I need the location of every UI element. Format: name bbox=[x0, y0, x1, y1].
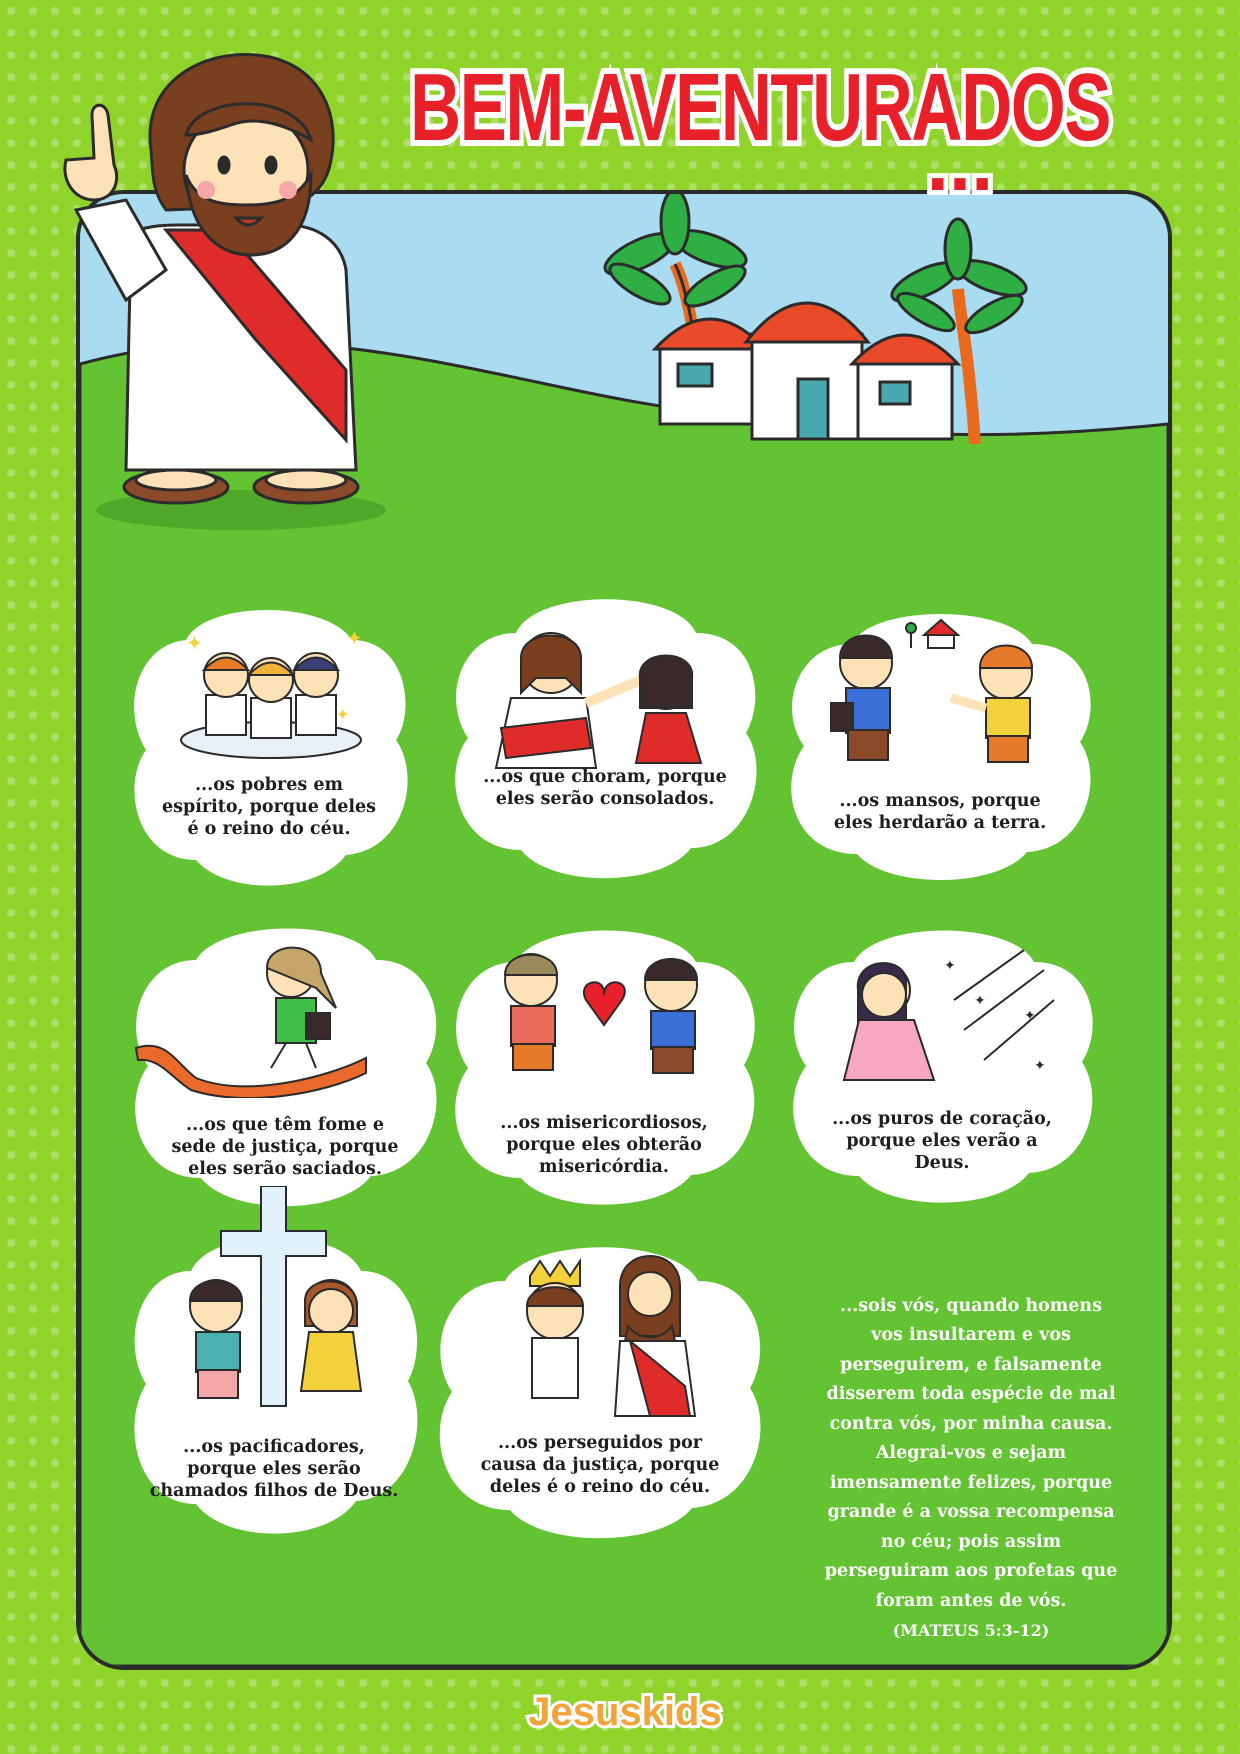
scripture-reference: (MATEUS 5:3-12) bbox=[892, 1621, 1050, 1640]
beatitude-card-persecuted bbox=[430, 1236, 770, 1542]
beatitude-card-pure-in-heart bbox=[784, 920, 1100, 1208]
svg-text:✦: ✦ bbox=[944, 958, 956, 974]
logo-text: Jesuskids bbox=[528, 1690, 722, 1734]
girl-walking-path-illustration bbox=[126, 928, 444, 1098]
beatitude-caption: ...os pobres em espírito, porque deles é o reino do céu. bbox=[162, 775, 376, 839]
beatitude-caption: ...os misericordiosos, porque eles obterão misericórdia. bbox=[500, 1113, 708, 1177]
svg-text:✦: ✦ bbox=[1024, 1008, 1036, 1024]
title-text: BEM-AVENTURADOS bbox=[410, 54, 1110, 161]
beatitude-card-hunger-for-justice bbox=[126, 918, 444, 1212]
beatitude-card-merciful bbox=[446, 920, 762, 1210]
beatitude-caption: ...os perseguidos por causa da justiça, porque deles é o reino do céu. bbox=[480, 1433, 720, 1497]
girl-praying-illustration bbox=[824, 940, 1064, 1110]
svg-text:✦: ✦ bbox=[974, 993, 986, 1009]
beatitude-caption: ...os mansos, porque eles herdarão a terra. bbox=[833, 791, 1047, 833]
svg-text:✦: ✦ bbox=[346, 626, 363, 650]
svg-text:✦: ✦ bbox=[1034, 1058, 1046, 1074]
child-offering-heart-illustration bbox=[486, 940, 726, 1100]
jesuskids-logo bbox=[520, 1680, 730, 1740]
title-dots: ... bbox=[926, 118, 994, 200]
beatitude-caption: ...os que choram, porque eles serão consolados. bbox=[483, 767, 727, 809]
meek-children-illustration bbox=[816, 618, 1066, 778]
peacemaker-children-cross-illustration bbox=[156, 1186, 396, 1416]
poster-title bbox=[360, 40, 1180, 200]
beatitude-card-those-who-mourn bbox=[446, 588, 764, 888]
happy-children-in-heaven-illustration bbox=[166, 610, 376, 760]
svg-text:✦: ✦ bbox=[336, 705, 350, 724]
beatitude-card-the-meek bbox=[782, 604, 1098, 886]
closing-verse-text: ...sois vós, quando homens vos insultarem e vos perseguirem, e falsamente disserem toda espécie de mal contra vós, por minha causa. Alegrai-vos e sejam imensamente felizes, porque grande é a vossa recompensa no céu; pois assim perseguiram aos profetas que foram antes de vós. bbox=[824, 1295, 1118, 1611]
beatitude-card-poor-in-spirit bbox=[126, 600, 412, 890]
beatitude-caption: ...os puros de coração, porque eles verão a Deus. bbox=[832, 1109, 1052, 1173]
jesus-crowning-child-illustration bbox=[480, 1246, 720, 1426]
beatitude-card-peacemakers bbox=[126, 1226, 422, 1538]
closing-verse bbox=[808, 1262, 1134, 1675]
jesus-comforting-child-illustration bbox=[486, 618, 726, 778]
svg-text:✦: ✦ bbox=[186, 631, 203, 655]
beatitude-caption: ...os que têm fome e sede de justiça, porque eles serão saciados. bbox=[171, 1115, 399, 1179]
beatitude-caption: ...os pacificadores, porque eles serão chamados filhos de Deus. bbox=[149, 1437, 399, 1501]
